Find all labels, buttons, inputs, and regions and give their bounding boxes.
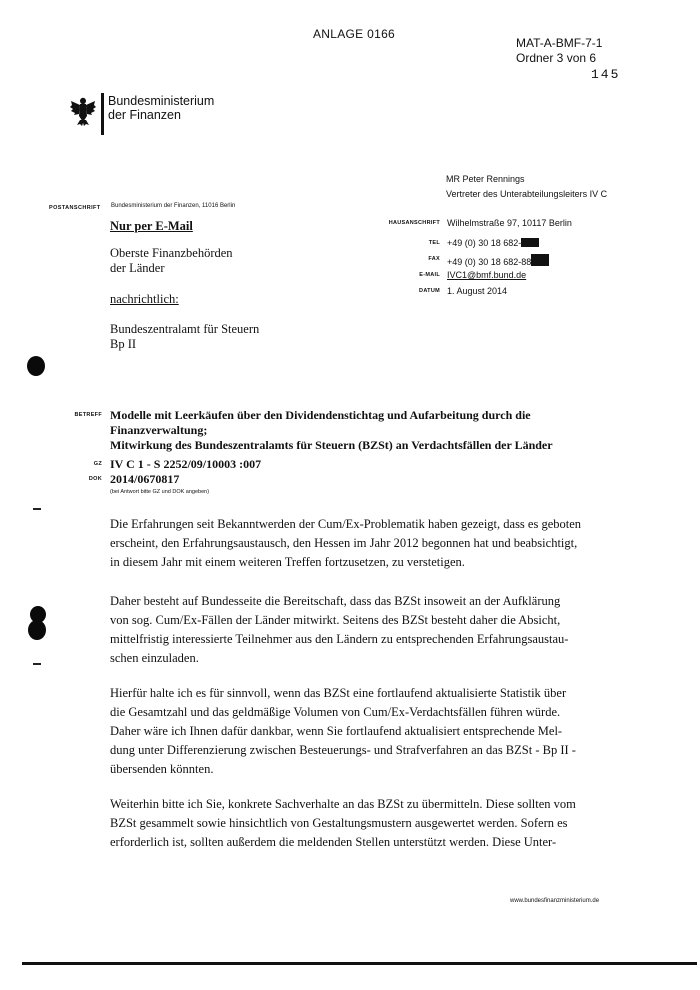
fax-number: +49 (0) 30 18 682-88 bbox=[447, 257, 532, 267]
paragraph-4 bbox=[110, 795, 590, 852]
folder-reference: Ordner 3 von 6 bbox=[516, 51, 597, 65]
paragraph-line: Daher besteht auf Bundesseite die Bereitschaft, dass das BZSt insoweit an der Aufklärung bbox=[110, 594, 561, 608]
paragraph-line: erscheint, den Erfahrungsaustausch, den Hessen im Jahr 2012 begonnen hat und beabsichtigt, bbox=[110, 536, 578, 550]
annex-stamp: ANLAGE 0166 bbox=[313, 27, 396, 41]
subject-label: BETREFF bbox=[74, 412, 102, 418]
email-address[interactable]: IVC1@bmf.bund.de bbox=[447, 270, 527, 280]
paragraph-line: BZSt gesammelt sowie hinsichtlich von Gestaltungsmustern ausgewertet werden. Sofern es bbox=[110, 816, 568, 830]
fax-label: FAX bbox=[428, 256, 440, 262]
paragraph-line: die Gesamtzahl und das geldmäßige Volumen von Cum/Ex-Verdachtsfällen führen würde. bbox=[110, 705, 561, 719]
paragraph-line: mittelfristig interessierte Teilnehmer aus den Ländern zu entsprechenden Erfahrungsaustau- bbox=[110, 632, 569, 646]
tel-number: +49 (0) 30 18 682- bbox=[447, 238, 522, 248]
cc-line2: Bp II bbox=[110, 337, 137, 351]
sender-name: MR Peter Rennings bbox=[446, 174, 525, 184]
date-value: 1. August 2014 bbox=[447, 286, 508, 296]
page-bottom-edge bbox=[22, 962, 697, 965]
recipient-line1: Oberste Finanzbehörden bbox=[110, 246, 233, 260]
redaction-bar bbox=[531, 254, 549, 266]
delivery-note: Nur per E-Mail bbox=[110, 219, 193, 233]
recipient-address bbox=[110, 246, 233, 276]
gz-label: GZ bbox=[93, 461, 102, 467]
postal-address-label: POSTANSCHRIFT bbox=[49, 205, 101, 211]
paragraph-line: übersenden könnten. bbox=[110, 762, 214, 776]
sender-block bbox=[446, 172, 607, 202]
tel-label: TEL bbox=[428, 240, 440, 246]
cc-label: nachrichtlich: bbox=[110, 292, 179, 306]
paragraph-line: Die Erfahrungen seit Bekanntwerden der Cum/Ex-Problematik haben gezeigt, dass es geboten bbox=[110, 517, 582, 531]
paragraph-line: Hierfür halte ich es für sinnvoll, wenn das BZSt eine fortlaufend aktualisierte Statistik über bbox=[110, 686, 567, 700]
paragraph-line: dung unter Differenzierung zwischen Besteuerungs- und Strafverfahren an das BZSt - Bp II - bbox=[110, 743, 576, 757]
paragraph-line: schen einzuladen. bbox=[110, 651, 199, 665]
ministry-name-line2: der Finanzen bbox=[108, 108, 181, 122]
fax-value bbox=[447, 254, 549, 267]
dok-value: 2014/0670817 bbox=[110, 472, 180, 486]
subject-text bbox=[110, 408, 580, 453]
footer-url: www.bundesfinanzministerium.de bbox=[510, 898, 600, 904]
cc-recipient bbox=[110, 322, 259, 352]
paragraph-line: in diesem Jahr mit einem weiteren Treffen fortzusetzen, zu verstetigen. bbox=[110, 555, 465, 569]
postal-address: Bundesministerium der Finanzen, 11016 Berlin bbox=[111, 203, 236, 209]
subject-line2: Finanzverwaltung; bbox=[110, 423, 208, 437]
paragraph-2 bbox=[110, 592, 590, 668]
page-number: 145 bbox=[591, 67, 621, 82]
date-label: DATUM bbox=[419, 288, 440, 294]
email-label: E-MAIL bbox=[419, 272, 440, 278]
archive-reference bbox=[516, 36, 602, 66]
subject-line3: Mitwirkung des Bundeszentralamts für Steuern (BZSt) an Verdachtsfällen der Länder bbox=[110, 438, 553, 452]
cc-line1: Bundeszentralamt für Steuern bbox=[110, 322, 260, 336]
subject-line1: Modelle mit Leerkäufen über den Dividendenstichtag und Aufarbeitung durch die bbox=[110, 408, 531, 422]
paragraph-3 bbox=[110, 684, 590, 779]
fold-mark bbox=[33, 663, 41, 665]
paragraph-line: Weiterhin bitte ich Sie, konkrete Sachverhalte an das BZSt zu übermitteln. Diese sollten vom bbox=[110, 797, 576, 811]
ministry-name bbox=[108, 94, 214, 122]
federal-eagle-icon bbox=[70, 96, 96, 126]
office-address: Wilhelmstraße 97, 10117 Berlin bbox=[447, 218, 572, 228]
office-address-label: HAUSANSCHRIFT bbox=[388, 220, 440, 226]
punch-hole-mark bbox=[27, 356, 45, 376]
reply-hint: (bei Antwort bitte GZ und DOK angeben) bbox=[110, 489, 210, 495]
logo-divider bbox=[101, 93, 104, 135]
dok-label: DOK bbox=[88, 476, 102, 482]
punch-hole-mark bbox=[28, 620, 46, 640]
sender-role: Vertreter des Unterabteilungsleiters IV C bbox=[446, 189, 608, 199]
paragraph-line: Daher wäre ich Ihnen dafür dankbar, wenn Sie fortlaufend aktualisiert entsprechende Mel- bbox=[110, 724, 563, 738]
paragraph-line: von sog. Cum/Ex-Fällen der Länder mitwirkt. Seitens des BZSt besteht daher die Absicht, bbox=[110, 613, 561, 627]
gz-value: IV C 1 - S 2252/09/10003 :007 bbox=[110, 457, 262, 471]
fold-mark bbox=[33, 508, 41, 510]
paragraph-line: erforderlich ist, sollten außerdem die meldenden Stellen unterstützt werden. Diese Unter- bbox=[110, 835, 557, 849]
redaction-bar bbox=[521, 238, 539, 247]
mat-reference: MAT-A-BMF-7-1 bbox=[516, 36, 603, 50]
paragraph-1 bbox=[110, 515, 590, 572]
recipient-line2: der Länder bbox=[110, 261, 165, 275]
tel-value bbox=[447, 238, 539, 248]
ministry-name-line1: Bundesministerium bbox=[108, 94, 215, 108]
